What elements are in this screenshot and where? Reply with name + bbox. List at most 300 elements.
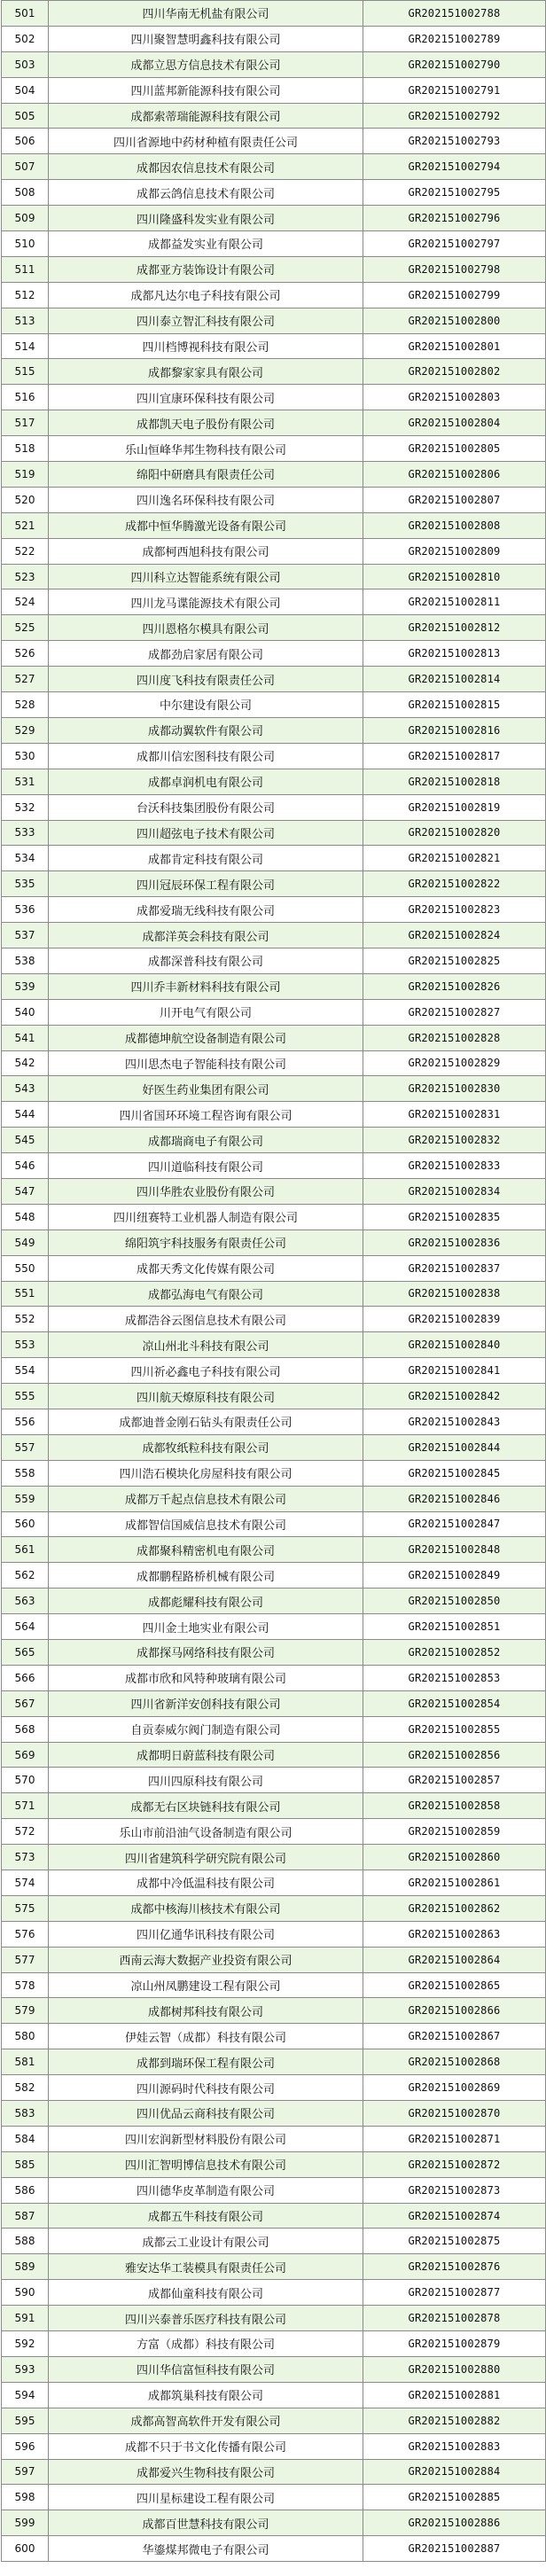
table-row xyxy=(2,1,546,27)
row-number: 594 xyxy=(2,2382,49,2408)
certificate-number: GR202151002815 xyxy=(363,692,546,718)
certificate-number: GR202151002862 xyxy=(363,1895,546,1921)
row-number: 588 xyxy=(2,2229,49,2254)
certificate-number: GR202151002849 xyxy=(363,1563,546,1589)
company-name: 四川隆盛科发实业有限公司 xyxy=(49,206,363,231)
row-number: 503 xyxy=(2,51,49,77)
row-number: 579 xyxy=(2,1998,49,2024)
certificate-number: GR202151002845 xyxy=(363,1460,546,1486)
company-name: 西南云海大数据产业投资有限公司 xyxy=(49,1947,363,1972)
company-name: 四川蓝邦新能源科技有限公司 xyxy=(49,77,363,103)
row-number: 600 xyxy=(2,2536,49,2562)
table-row xyxy=(2,2408,546,2433)
table-row xyxy=(2,1434,546,1460)
company-name: 四川华信富恒科技有限公司 xyxy=(49,2356,363,2382)
row-number: 582 xyxy=(2,2075,49,2101)
table-row xyxy=(2,1025,546,1050)
table-row xyxy=(2,1102,546,1128)
certificate-number: GR202151002882 xyxy=(363,2408,546,2433)
certificate-number: GR202151002843 xyxy=(363,1409,546,1434)
company-name: 成都无右区块链科技有限公司 xyxy=(49,1793,363,1819)
row-number: 572 xyxy=(2,1819,49,1845)
company-name: 成都鹏程路桥机械有限公司 xyxy=(49,1563,363,1589)
certificate-number: GR202151002802 xyxy=(363,359,546,385)
certificate-number: GR202151002879 xyxy=(363,2331,546,2357)
certificate-number: GR202151002797 xyxy=(363,231,546,257)
table-row xyxy=(2,2356,546,2382)
certificate-number: GR202151002841 xyxy=(363,1358,546,1384)
certificate-number: GR202151002858 xyxy=(363,1793,546,1819)
certificate-number: GR202151002856 xyxy=(363,1742,546,1768)
company-name: 四川省国环环境工程咨询有限公司 xyxy=(49,1102,363,1128)
row-number: 575 xyxy=(2,1895,49,1921)
row-number: 564 xyxy=(2,1614,49,1640)
row-number: 586 xyxy=(2,2177,49,2203)
table-row xyxy=(2,282,546,308)
row-number: 527 xyxy=(2,667,49,692)
table-row xyxy=(2,2075,546,2101)
table-row xyxy=(2,1384,546,1409)
table-row xyxy=(2,2229,546,2254)
company-name: 四川宜康环保科技有限公司 xyxy=(49,385,363,410)
certificate-number: GR202151002870 xyxy=(363,2101,546,2127)
certificate-number: GR202151002800 xyxy=(363,308,546,333)
certificate-number: GR202151002871 xyxy=(363,2126,546,2151)
row-number: 501 xyxy=(2,1,49,27)
row-number: 559 xyxy=(2,1486,49,1511)
company-name: 四川省源地中药材种植有限责任公司 xyxy=(49,129,363,154)
table-row xyxy=(2,1895,546,1921)
certificate-number: GR202151002789 xyxy=(363,26,546,51)
row-number: 585 xyxy=(2,2151,49,2177)
table-row xyxy=(2,1998,546,2024)
certificate-number: GR202151002828 xyxy=(363,1025,546,1050)
company-name: 四川星标建设工程有限公司 xyxy=(49,2485,363,2510)
company-name: 凉山州凤鹏建设工程有限公司 xyxy=(49,1972,363,1998)
certificate-number: GR202151002834 xyxy=(363,1178,546,1204)
table-row xyxy=(2,1409,546,1434)
table-row xyxy=(2,436,546,462)
table-row xyxy=(2,973,546,999)
row-number: 551 xyxy=(2,1281,49,1307)
certificate-number: GR202151002842 xyxy=(363,1384,546,1409)
row-number: 597 xyxy=(2,2459,49,2485)
row-number: 563 xyxy=(2,1589,49,1614)
row-number: 589 xyxy=(2,2254,49,2280)
row-number: 553 xyxy=(2,1332,49,1358)
row-number: 550 xyxy=(2,1255,49,1281)
row-number: 510 xyxy=(2,231,49,257)
table-row xyxy=(2,359,546,385)
company-name: 成都云鸽信息技术有限公司 xyxy=(49,180,363,206)
company-name: 成都弘海电气有限公司 xyxy=(49,1281,363,1307)
company-name: 四川龙马谍能源技术有限公司 xyxy=(49,589,363,615)
certificate-number: GR202151002827 xyxy=(363,999,546,1025)
certificate-table-body xyxy=(2,1,546,2562)
row-number: 516 xyxy=(2,385,49,410)
table-row xyxy=(2,692,546,718)
row-number: 552 xyxy=(2,1307,49,1332)
certificate-number: GR202151002876 xyxy=(363,2254,546,2280)
certificate-number: GR202151002794 xyxy=(363,154,546,180)
table-row xyxy=(2,820,546,846)
certificate-number: GR202151002866 xyxy=(363,1998,546,2024)
row-number: 538 xyxy=(2,948,49,973)
certificate-number: GR202151002812 xyxy=(363,615,546,641)
company-name: 四川汇智明博信息技术有限公司 xyxy=(49,2151,363,2177)
certificate-number: GR202151002867 xyxy=(363,2024,546,2049)
company-name: 华鎏煤邦微电子有限公司 xyxy=(49,2536,363,2562)
table-row xyxy=(2,2433,546,2459)
company-name: 成都爱兴生物科技有限公司 xyxy=(49,2459,363,2485)
row-number: 511 xyxy=(2,256,49,282)
table-row xyxy=(2,717,546,743)
table-row xyxy=(2,2126,546,2151)
company-name: 四川优品云商科技有限公司 xyxy=(49,2101,363,2127)
company-name: 成都深普科技有限公司 xyxy=(49,948,363,973)
certificate-number: GR202151002822 xyxy=(363,871,546,897)
table-row xyxy=(2,999,546,1025)
table-row xyxy=(2,512,546,538)
certificate-number: GR202151002844 xyxy=(363,1434,546,1460)
table-row xyxy=(2,51,546,77)
table-row xyxy=(2,1307,546,1332)
table-row xyxy=(2,871,546,897)
row-number: 528 xyxy=(2,692,49,718)
company-name: 川开电气有限公司 xyxy=(49,999,363,1025)
table-row xyxy=(2,1178,546,1204)
row-number: 565 xyxy=(2,1640,49,1666)
company-name: 成都劲启家居有限公司 xyxy=(49,641,363,667)
row-number: 573 xyxy=(2,1845,49,1870)
company-name: 成都肯定科技有限公司 xyxy=(49,846,363,871)
row-number: 543 xyxy=(2,1076,49,1102)
company-name: 方富（成都）科技有限公司 xyxy=(49,2331,363,2357)
row-number: 590 xyxy=(2,2280,49,2306)
certificate-number: GR202151002838 xyxy=(363,1281,546,1307)
company-name: 四川四原科技有限公司 xyxy=(49,1768,363,1793)
company-name: 成都川信宏图科技有限公司 xyxy=(49,743,363,769)
company-name: 绵阳筑宇科技服务有限责任公司 xyxy=(49,1229,363,1255)
row-number: 570 xyxy=(2,1768,49,1793)
table-row xyxy=(2,1050,546,1076)
certificate-number: GR202151002851 xyxy=(363,1614,546,1640)
company-name: 成都凡达尔电子科技有限公司 xyxy=(49,282,363,308)
row-number: 509 xyxy=(2,206,49,231)
row-number: 533 xyxy=(2,820,49,846)
row-number: 529 xyxy=(2,717,49,743)
certificate-number: GR202151002831 xyxy=(363,1102,546,1128)
company-name: 四川浩石模块化房屋科技有限公司 xyxy=(49,1460,363,1486)
row-number: 522 xyxy=(2,538,49,564)
certificate-number: GR202151002792 xyxy=(363,103,546,129)
table-row xyxy=(2,256,546,282)
company-name: 成都明日蔚蓝科技有限公司 xyxy=(49,1742,363,1768)
certificate-number: GR202151002837 xyxy=(363,1255,546,1281)
row-number: 520 xyxy=(2,487,49,512)
row-number: 556 xyxy=(2,1409,49,1434)
certificate-number: GR202151002806 xyxy=(363,462,546,488)
certificate-number: GR202151002793 xyxy=(363,129,546,154)
table-row xyxy=(2,1947,546,1972)
table-row xyxy=(2,923,546,948)
company-name: 成都百世慧科技有限公司 xyxy=(49,2510,363,2536)
table-row xyxy=(2,1819,546,1845)
table-row xyxy=(2,1511,546,1537)
table-row xyxy=(2,948,546,973)
table-row xyxy=(2,1537,546,1563)
row-number: 593 xyxy=(2,2356,49,2382)
certificate-number: GR202151002810 xyxy=(363,564,546,589)
table-row xyxy=(2,2331,546,2357)
company-name: 成都不只于书文化传播有限公司 xyxy=(49,2433,363,2459)
company-name: 成都浩谷云图信息技术有限公司 xyxy=(49,1307,363,1332)
certificate-number: GR202151002801 xyxy=(363,333,546,359)
company-name: 成都高智高软件开发有限公司 xyxy=(49,2408,363,2433)
row-number: 540 xyxy=(2,999,49,1025)
row-number: 519 xyxy=(2,462,49,488)
row-number: 546 xyxy=(2,1153,49,1179)
company-name: 伊娃云智（成都）科技有限公司 xyxy=(49,2024,363,2049)
certificate-number: GR202151002808 xyxy=(363,512,546,538)
table-row xyxy=(2,1460,546,1486)
table-row xyxy=(2,103,546,129)
company-name: 成都爱瑞无线科技有限公司 xyxy=(49,897,363,923)
row-number: 526 xyxy=(2,641,49,667)
company-name: 自贡泰威尔阀门制造有限公司 xyxy=(49,1716,363,1742)
table-row xyxy=(2,1972,546,1998)
company-name: 四川省新洋安创科技有限公司 xyxy=(49,1690,363,1716)
certificate-number: GR202151002823 xyxy=(363,897,546,923)
company-name: 四川冠辰环保工程有限公司 xyxy=(49,871,363,897)
table-row xyxy=(2,231,546,257)
company-name: 四川科立达智能系统有限公司 xyxy=(49,564,363,589)
company-name: 四川纽赛特工业机器人制造有限公司 xyxy=(49,1204,363,1229)
certificate-number: GR202151002847 xyxy=(363,1511,546,1537)
company-name: 成都益发实业有限公司 xyxy=(49,231,363,257)
row-number: 530 xyxy=(2,743,49,769)
certificate-number: GR202151002796 xyxy=(363,206,546,231)
certificate-number: GR202151002825 xyxy=(363,948,546,973)
company-name: 四川省建筑科学研究院有限公司 xyxy=(49,1845,363,1870)
row-number: 595 xyxy=(2,2408,49,2433)
company-name: 成都中恒华腾激光设备有限公司 xyxy=(49,512,363,538)
table-row xyxy=(2,77,546,103)
company-name: 成都万千起点信息技术有限公司 xyxy=(49,1486,363,1511)
table-row xyxy=(2,1153,546,1179)
row-number: 580 xyxy=(2,2024,49,2049)
company-name: 四川华南无机盐有限公司 xyxy=(49,1,363,27)
table-row xyxy=(2,1255,546,1281)
row-number: 534 xyxy=(2,846,49,871)
table-row xyxy=(2,1076,546,1102)
table-row xyxy=(2,1204,546,1229)
company-name: 成都索蒂瑞能源科技有限公司 xyxy=(49,103,363,129)
row-number: 558 xyxy=(2,1460,49,1486)
company-name: 成都洋英会科技有限公司 xyxy=(49,923,363,948)
table-row xyxy=(2,667,546,692)
table-row xyxy=(2,1229,546,1255)
certificate-number: GR202151002826 xyxy=(363,973,546,999)
company-name: 四川超弦电子技术有限公司 xyxy=(49,820,363,846)
row-number: 517 xyxy=(2,410,49,436)
table-row xyxy=(2,2459,546,2485)
table-row xyxy=(2,743,546,769)
company-name: 成都凯天电子股份有限公司 xyxy=(49,410,363,436)
company-name: 四川道临科技有限公司 xyxy=(49,1153,363,1179)
company-name: 乐山市前沿油气设备制造有限公司 xyxy=(49,1819,363,1845)
row-number: 587 xyxy=(2,2203,49,2229)
table-row xyxy=(2,206,546,231)
company-name: 四川亿通华讯科技有限公司 xyxy=(49,1921,363,1947)
certificate-number: GR202151002814 xyxy=(363,667,546,692)
table-row xyxy=(2,308,546,333)
company-name: 成都瑞商电子有限公司 xyxy=(49,1128,363,1153)
row-number: 581 xyxy=(2,2049,49,2075)
row-number: 514 xyxy=(2,333,49,359)
certificate-number: GR202151002832 xyxy=(363,1128,546,1153)
row-number: 555 xyxy=(2,1384,49,1409)
table-row xyxy=(2,410,546,436)
certificate-number: GR202151002853 xyxy=(363,1665,546,1690)
row-number: 583 xyxy=(2,2101,49,2127)
certificate-number: GR202151002795 xyxy=(363,180,546,206)
certificate-number: GR202151002840 xyxy=(363,1332,546,1358)
table-row xyxy=(2,1614,546,1640)
company-name: 成都智信国威信息技术有限公司 xyxy=(49,1511,363,1537)
company-name: 四川度飞科技有限责任公司 xyxy=(49,667,363,692)
certificate-number: GR202151002863 xyxy=(363,1921,546,1947)
company-name: 四川金土地实业有限公司 xyxy=(49,1614,363,1640)
certificate-number: GR202151002835 xyxy=(363,1204,546,1229)
company-name: 成都仙童科技有限公司 xyxy=(49,2280,363,2306)
certificate-number: GR202151002790 xyxy=(363,51,546,77)
company-name: 四川恩格尔模具有限公司 xyxy=(49,615,363,641)
company-name: 四川泰立智汇科技有限公司 xyxy=(49,308,363,333)
table-row xyxy=(2,564,546,589)
table-row xyxy=(2,1332,546,1358)
row-number: 541 xyxy=(2,1025,49,1050)
company-name: 成都亚方装饰设计有限公司 xyxy=(49,256,363,282)
table-row xyxy=(2,2510,546,2536)
row-number: 508 xyxy=(2,180,49,206)
table-row xyxy=(2,1690,546,1716)
row-number: 523 xyxy=(2,564,49,589)
certificate-number: GR202151002821 xyxy=(363,846,546,871)
table-row xyxy=(2,1768,546,1793)
row-number: 562 xyxy=(2,1563,49,1589)
company-name: 成都天秀文化传媒有限公司 xyxy=(49,1255,363,1281)
row-number: 567 xyxy=(2,1690,49,1716)
table-row xyxy=(2,180,546,206)
row-number: 598 xyxy=(2,2485,49,2510)
certificate-number: GR202151002824 xyxy=(363,923,546,948)
table-row xyxy=(2,129,546,154)
certificate-number: GR202151002799 xyxy=(363,282,546,308)
table-row xyxy=(2,1640,546,1666)
table-row xyxy=(2,2382,546,2408)
row-number: 507 xyxy=(2,154,49,180)
table-row xyxy=(2,2177,546,2203)
row-number: 504 xyxy=(2,77,49,103)
table-row xyxy=(2,26,546,51)
certificate-number: GR202151002850 xyxy=(363,1589,546,1614)
company-name: 成都市欣和风特种玻璃有限公司 xyxy=(49,1665,363,1690)
row-number: 574 xyxy=(2,1870,49,1896)
certificate-number: GR202151002817 xyxy=(363,743,546,769)
table-row xyxy=(2,2306,546,2331)
certificate-number: GR202151002883 xyxy=(363,2433,546,2459)
company-name: 四川华胜农业股份有限公司 xyxy=(49,1178,363,1204)
company-name: 好医生药业集团有限公司 xyxy=(49,1076,363,1102)
certificate-number: GR202151002885 xyxy=(363,2485,546,2510)
company-name: 四川兴泰普乐医疗科技有限公司 xyxy=(49,2306,363,2331)
certificate-table xyxy=(1,0,546,2562)
certificate-number: GR202151002887 xyxy=(363,2536,546,2562)
row-number: 535 xyxy=(2,871,49,897)
row-number: 536 xyxy=(2,897,49,923)
row-number: 512 xyxy=(2,282,49,308)
table-row xyxy=(2,1563,546,1589)
row-number: 544 xyxy=(2,1102,49,1128)
company-name: 成都因农信息技术有限公司 xyxy=(49,154,363,180)
company-name: 四川逸名环保科技有限公司 xyxy=(49,487,363,512)
certificate-number: GR202151002816 xyxy=(363,717,546,743)
certificate-number: GR202151002803 xyxy=(363,385,546,410)
table-row xyxy=(2,1742,546,1768)
row-number: 596 xyxy=(2,2433,49,2459)
certificate-number: GR202151002830 xyxy=(363,1076,546,1102)
company-name: 四川航天燎原科技有限公司 xyxy=(49,1384,363,1409)
row-number: 532 xyxy=(2,794,49,820)
certificate-number: GR202151002880 xyxy=(363,2356,546,2382)
table-row xyxy=(2,641,546,667)
row-number: 591 xyxy=(2,2306,49,2331)
certificate-number: GR202151002813 xyxy=(363,641,546,667)
row-number: 599 xyxy=(2,2510,49,2536)
row-number: 557 xyxy=(2,1434,49,1460)
certificate-number: GR202151002805 xyxy=(363,436,546,462)
certificate-number: GR202151002864 xyxy=(363,1947,546,1972)
row-number: 525 xyxy=(2,615,49,641)
row-number: 577 xyxy=(2,1947,49,1972)
table-row xyxy=(2,1589,546,1614)
certificate-number: GR202151002804 xyxy=(363,410,546,436)
company-name: 成都中冷低温科技有限公司 xyxy=(49,1870,363,1896)
certificate-number: GR202151002807 xyxy=(363,487,546,512)
table-row xyxy=(2,1486,546,1511)
table-row xyxy=(2,2203,546,2229)
certificate-number: GR202151002872 xyxy=(363,2151,546,2177)
company-name: 四川德华皮革制造有限公司 xyxy=(49,2177,363,2203)
table-row xyxy=(2,2024,546,2049)
table-row xyxy=(2,794,546,820)
row-number: 513 xyxy=(2,308,49,333)
certificate-number: GR202151002846 xyxy=(363,1486,546,1511)
row-number: 568 xyxy=(2,1716,49,1742)
company-name: 成都黎家家具有限公司 xyxy=(49,359,363,385)
company-name: 成都聚科精密机电有限公司 xyxy=(49,1537,363,1563)
certificate-number: GR202151002860 xyxy=(363,1845,546,1870)
certificate-number: GR202151002873 xyxy=(363,2177,546,2203)
certificate-number: GR202151002875 xyxy=(363,2229,546,2254)
table-row xyxy=(2,2485,546,2510)
certificate-number: GR202151002865 xyxy=(363,1972,546,1998)
company-name: 四川档博视科技有限公司 xyxy=(49,333,363,359)
table-row xyxy=(2,1921,546,1947)
table-row xyxy=(2,385,546,410)
row-number: 502 xyxy=(2,26,49,51)
